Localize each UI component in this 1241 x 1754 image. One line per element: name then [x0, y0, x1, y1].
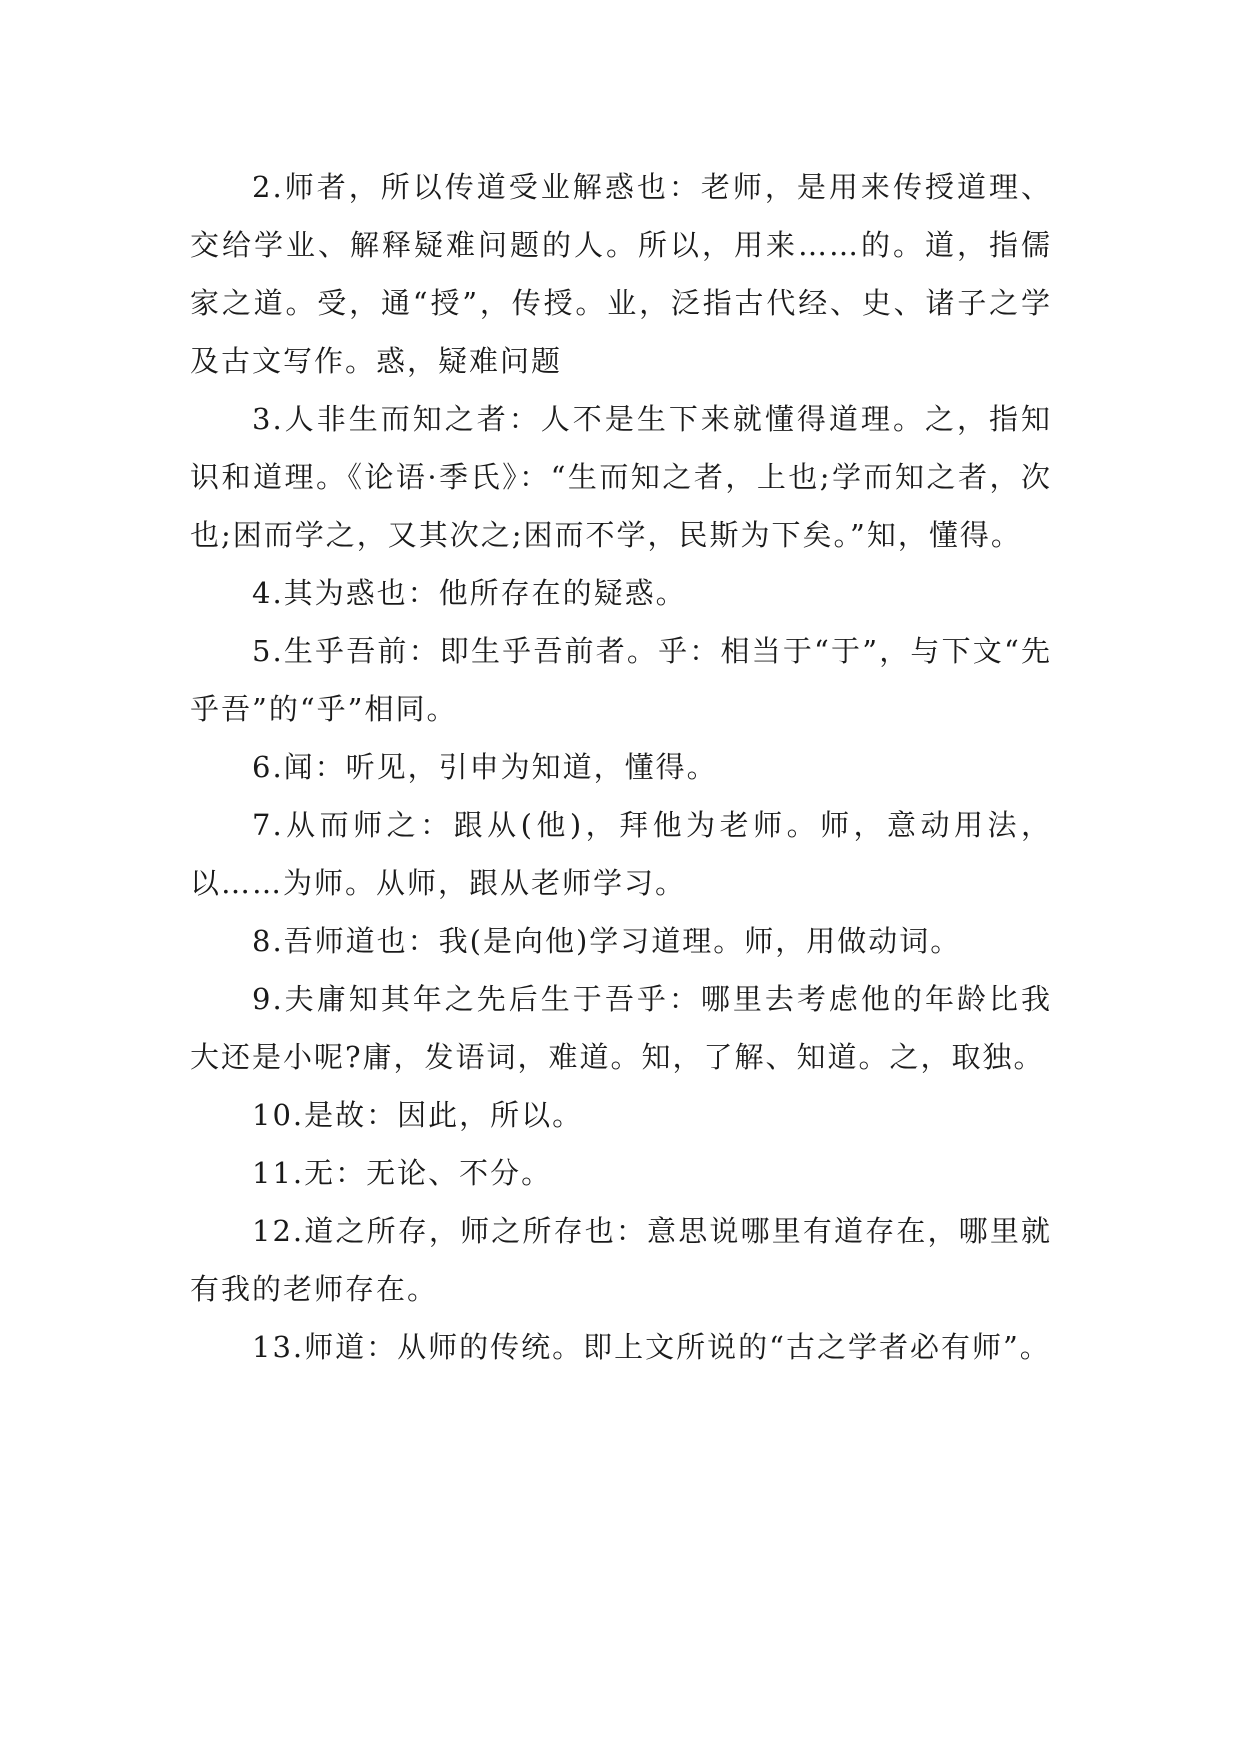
note-9: 9.夫庸知其年之先后生于吾乎：哪里去考虑他的年龄比我大还是小呢?庸，发语词，难道。知，了解、知道。之，取独。: [190, 982, 1052, 1074]
note-7: 7.从而师之：跟从(他)，拜他为老师。师，意动用法，以……为师。从师，跟从老师学习。: [190, 808, 1052, 900]
annotation-list: [190, 158, 1052, 1376]
note-11: 11.无：无论、不分。: [252, 1156, 553, 1190]
note-6: 6.闻：听见，引申为知道，懂得。: [252, 750, 718, 784]
note-3: 3.人非生而知之者：人不是生下来就懂得道理。之，指知识和道理。《论语·季氏》：“生而知之者，上也;学而知之者，次也;困而学之，又其次之;困而不学，民斯为下矣。”知，懂得。: [190, 402, 1052, 552]
note-10: 10.是故：因此，所以。: [252, 1098, 584, 1132]
note-2: 2.师者，所以传道受业解惑也：老师，是用来传授道理、交给学业、解释疑难问题的人。所以，用来……的。道，指儒家之道。受，通“授”，传授。业，泛指古代经、史、诸子之学及古文写作。惑，疑难问题: [190, 170, 1052, 378]
note-12: 12.道之所存，师之所存也：意思说哪里有道存在，哪里就有我的老师存在。: [190, 1214, 1052, 1306]
note-13: 13.师道：从师的传统。即上文所说的“古之学者必有师”。: [252, 1330, 1051, 1364]
note-4: 4.其为惑也：他所存在的疑惑。: [252, 576, 687, 610]
note-8: 8.吾师道也：我(是向他)学习道理。师，用做动词。: [252, 924, 962, 958]
note-5: 5.生乎吾前：即生乎吾前者。乎：相当于“于”，与下文“先乎吾”的“乎”相同。: [190, 634, 1052, 726]
